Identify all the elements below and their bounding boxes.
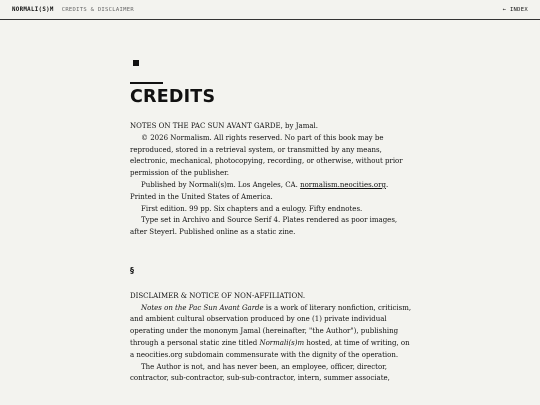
title-rule <box>130 82 163 84</box>
main-content <box>130 60 415 385</box>
site-link[interactable]: normalism.neocities.org <box>300 180 386 189</box>
site-brand[interactable]: NORMALI(S)M <box>12 6 54 13</box>
book-title: Notes on the Pac Sun Avant Garde <box>141 303 264 312</box>
square-mark-icon <box>133 60 139 66</box>
top-bar <box>0 0 540 20</box>
publisher-text: Published by Normali(s)m. Los Angeles, CA. <box>141 180 301 189</box>
section-symbol: § <box>130 265 134 275</box>
zine-title: Normali(s)m <box>259 338 305 347</box>
index-link[interactable]: ← INDEX <box>502 6 528 13</box>
credits-line-copyright: © 2026 Normalism. All rights reserved. No part of this book may be reproduced, stored in a retrieval system, or transmitted by any means, electronic, mechanical, photocopying, recording, or otherwise, without prior permission of the publisher. <box>130 133 403 178</box>
disclaimer-paragraph-1 <box>130 303 415 362</box>
disclaimer-paragraph-2: The Author is not, and has never been, an employee, officer, director, contractor, sub-contractor, sub-sub-contractor, intern, summer associate, <box>130 362 390 383</box>
disclaimer-heading: DISCLAIMER & NOTICE OF NON-AFFILIATION. <box>130 291 306 300</box>
credits-line-type: Type set in Archivo and Source Serif 4. Plates rendered as poor images, after Steyerl. Published online as a static zine. <box>130 216 398 237</box>
printed-text: . Printed in the United States of America. <box>130 180 389 201</box>
credits-line-edition: First edition. 99 pp. Six chapters and a eulogy. Fifty endnotes. <box>141 204 363 213</box>
credits-line-publisher <box>130 180 415 204</box>
disclaimer-text-a: is a work of literary nonfiction, criticism, and ambient cultural observation produced by one (1) private individual operating under the mononym Jamal (hereinafter, "the Author"), publishing through a personal static zine titled <box>130 303 412 347</box>
disclaimer-text-b: hosted, at time of writing, on a neocities.org subdomain commensurate with the dignity of the operation. <box>130 338 410 359</box>
credits-line-title: NOTES ON THE PAC SUN AVANT GARDE, by Jamal. <box>130 122 318 130</box>
page-title: CREDITS <box>130 87 216 107</box>
breadcrumb: CREDITS & DISCLAIMER <box>61 6 134 13</box>
